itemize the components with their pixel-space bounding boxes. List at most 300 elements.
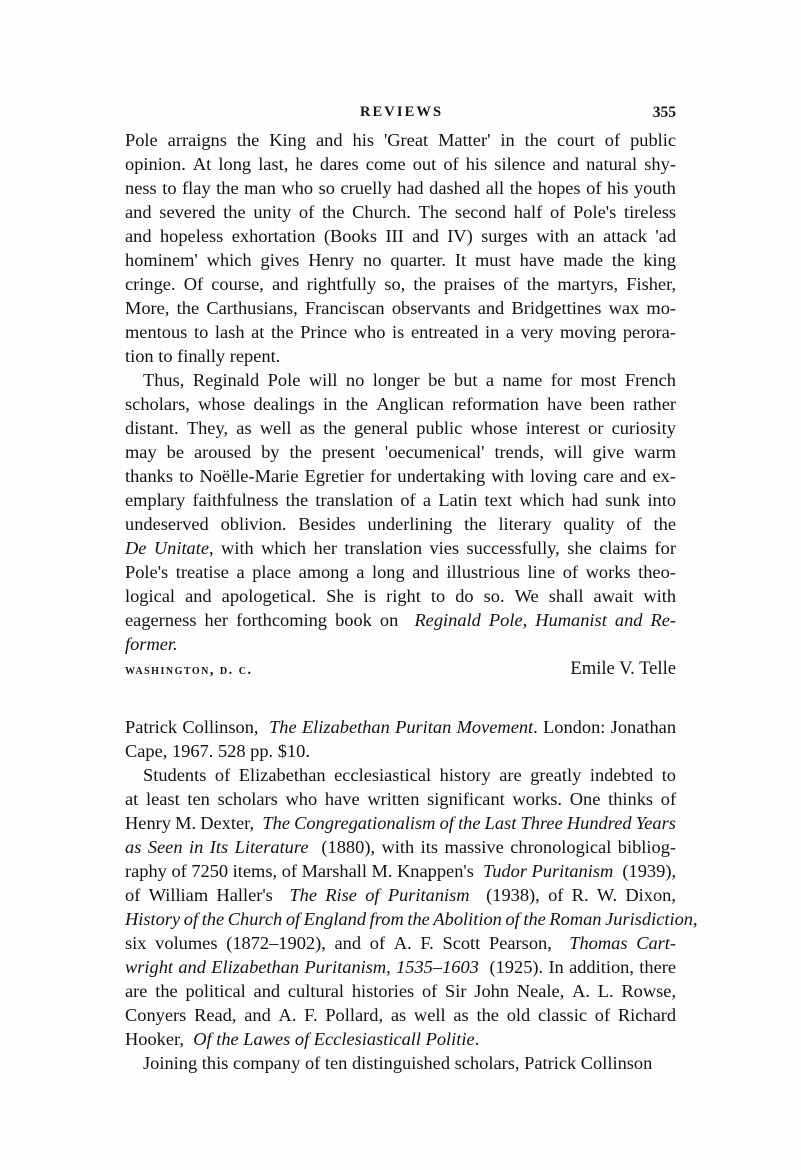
text-run: One: [569, 789, 601, 809]
text-line: [125, 1029, 676, 1053]
text-run: F.: [420, 933, 434, 953]
text-run: interest: [525, 418, 580, 438]
text-line: [125, 813, 676, 837]
text-run: repent.: [229, 346, 281, 366]
text-run: Sir: [445, 981, 467, 1001]
text-run: Elizabethan: [238, 765, 326, 785]
text-run: course,: [211, 274, 264, 294]
text-run: ex-: [652, 466, 676, 486]
text-run: who: [281, 178, 314, 198]
text-run: Collinson,: [182, 717, 259, 737]
text-line: [125, 765, 676, 789]
text-run: A.: [393, 933, 412, 953]
italic-title-run: Hundred: [566, 813, 632, 833]
italic-title-run: Ecclesiasticall: [313, 1029, 422, 1049]
text-run: well: [413, 1005, 446, 1025]
text-run: Cape,: [125, 741, 168, 761]
text-run: 1967.: [171, 741, 214, 761]
text-run: among: [298, 562, 349, 582]
italic-title-run: and: [614, 610, 643, 630]
text-run: hopes: [537, 178, 581, 198]
text-run: and: [253, 981, 281, 1001]
italic-title-run: the: [458, 813, 481, 833]
text-run: logical: [125, 586, 176, 606]
text-run: with: [221, 538, 254, 558]
text-run: and: [412, 562, 439, 582]
text-run: Carthusians,: [206, 298, 298, 318]
text-run: translation: [344, 538, 423, 558]
text-run: tion: [125, 346, 154, 366]
text-run: well: [259, 418, 292, 438]
text-run: the: [653, 514, 676, 534]
text-line: [125, 1053, 676, 1077]
text-run: of: [369, 933, 386, 953]
text-line: [125, 130, 676, 154]
text-run: the: [236, 130, 260, 150]
text-run: apologetical.: [221, 586, 317, 606]
italic-title-run: Jurisdiction: [605, 909, 693, 929]
text-run: London:: [543, 717, 606, 737]
text-run: general: [353, 418, 409, 438]
text-run: At: [192, 154, 212, 174]
text-run: public: [630, 130, 677, 150]
text-run: Hooker,: [125, 1029, 185, 1049]
text-line: [125, 717, 676, 741]
text-run: least: [145, 789, 180, 809]
text-run: Pearson,: [488, 933, 552, 953]
text-run: significant: [427, 789, 505, 809]
italic-title-run: as: [125, 837, 142, 857]
text-run: and: [125, 202, 152, 222]
text-run: thanks: [125, 466, 174, 486]
text-run: Egretier: [304, 466, 364, 486]
text-run: text: [484, 490, 513, 510]
italic-title-run: of: [365, 885, 380, 905]
text-run: which: [206, 250, 252, 270]
text-run: the: [216, 178, 239, 198]
text-run: the: [345, 394, 369, 414]
italic-title-run: Last: [484, 813, 517, 833]
text-run: of: [400, 490, 416, 510]
text-run: name: [502, 370, 543, 390]
text-run: for: [369, 466, 392, 486]
italic-title-run: former.: [125, 634, 178, 654]
text-run: of: [562, 562, 579, 582]
text-run: undertaking: [397, 466, 486, 486]
text-run: and: [477, 298, 505, 318]
text-run: his: [465, 154, 488, 174]
text-run: claims: [599, 538, 648, 558]
text-run: youth: [633, 178, 676, 198]
text-run: will: [553, 442, 583, 462]
italic-title-run: Reginald: [414, 610, 481, 630]
text-run: It: [454, 250, 467, 270]
italic-title-run: Puritanism: [387, 885, 470, 905]
text-run: made: [563, 250, 604, 270]
text-run: a: [236, 562, 245, 582]
text-run: of: [660, 789, 677, 809]
text-run: Thus,: [143, 370, 185, 390]
text-run: have: [519, 250, 555, 270]
text-run: (1939),: [622, 861, 677, 881]
text-line: [125, 586, 676, 610]
text-run: Henry: [125, 813, 171, 833]
text-line: [125, 250, 676, 274]
text-run: ness: [125, 178, 157, 198]
text-run: and: [125, 226, 152, 246]
italic-title-run: Literature: [234, 837, 309, 857]
text-run: six: [125, 933, 147, 953]
text-run: very: [520, 322, 554, 342]
text-line: [125, 789, 676, 813]
text-run: in: [500, 130, 515, 150]
text-run: do: [455, 586, 474, 606]
italic-title-run: Unitate: [153, 538, 210, 558]
text-run: man: [244, 178, 276, 198]
text-run: reformation: [452, 394, 539, 414]
text-run: Besides: [298, 514, 356, 534]
text-run: king: [643, 250, 676, 270]
text-run: to: [162, 178, 177, 198]
text-run: dares: [319, 154, 359, 174]
review-signature: [125, 658, 676, 682]
italic-title-run: Congregationalism: [294, 813, 436, 833]
text-run: Collinson: [580, 1053, 653, 1073]
italic-title-run: Roman: [549, 909, 602, 929]
italic-title-run: from: [369, 909, 404, 929]
text-run: perora-: [622, 322, 676, 342]
text-run: of: [171, 861, 187, 881]
italic-title-run: Tudor: [483, 861, 527, 881]
italic-title-run: of: [285, 909, 301, 929]
text-run: and: [316, 130, 343, 150]
text-run: at: [125, 789, 139, 809]
text-run: William: [148, 885, 209, 905]
italic-title-run: Elizabethan: [301, 717, 390, 737]
text-run: out: [412, 154, 437, 174]
text-run: who: [285, 789, 318, 809]
text-run: are: [125, 981, 148, 1001]
text-run: flay: [182, 178, 211, 198]
text-run: been: [590, 394, 625, 414]
text-run: last,: [258, 154, 289, 174]
text-run: this: [201, 1053, 229, 1073]
text-run: cruelly: [340, 178, 392, 198]
text-run: so.: [483, 586, 505, 606]
italic-title-run: De: [125, 538, 147, 558]
italic-title-run: of: [294, 1029, 310, 1049]
text-run: ecclesiastical: [334, 765, 432, 785]
text-run: The: [418, 202, 448, 222]
text-run: In: [548, 957, 564, 977]
text-run: must: [474, 250, 511, 270]
text-run: vies: [429, 538, 460, 558]
text-run: distant.: [125, 418, 179, 438]
text-run: line: [527, 562, 556, 582]
text-run: emplary: [125, 490, 186, 510]
text-run: Joining: [143, 1053, 198, 1073]
running-head-title: REVIEWS: [359, 104, 444, 120]
text-run: cultural: [287, 981, 345, 1001]
text-run: quarter.: [390, 250, 446, 270]
italic-title-run: the: [216, 1029, 239, 1049]
text-run: She: [326, 586, 354, 606]
italic-title-run: and: [178, 957, 206, 977]
text-run: of: [503, 274, 519, 294]
text-run: indebted: [589, 765, 654, 785]
italic-title-run: Lawes: [243, 1029, 291, 1049]
text-run: (Books: [323, 226, 378, 246]
text-run: Jonathan: [610, 717, 677, 737]
text-run: quality: [563, 514, 615, 534]
text-run: which: [261, 538, 307, 558]
text-run: undeserved: [125, 514, 209, 534]
text-run: had: [397, 178, 424, 198]
text-run: scholars: [217, 789, 278, 809]
text-run: thinks: [608, 789, 654, 809]
text-run: We: [514, 586, 539, 606]
text-run: the: [223, 202, 246, 222]
text-run: forthcoming: [236, 610, 328, 630]
text-run: distinguished: [351, 1053, 451, 1073]
text-run: They,: [186, 418, 229, 438]
text-line: [125, 322, 676, 346]
text-run: she: [567, 538, 592, 558]
text-run: of: [548, 885, 564, 905]
text-run: no: [363, 250, 382, 270]
text-run: Noëlle-Marie: [199, 466, 299, 486]
text-run: R.: [571, 885, 589, 905]
text-run: opinion.: [125, 154, 186, 174]
text-run: John: [474, 981, 510, 1001]
italic-title-run: Pole,: [488, 610, 528, 630]
italic-title-run: Cart-: [636, 933, 677, 953]
text-run: (1938),: [486, 885, 540, 905]
text-line: [125, 909, 698, 933]
text-run: curiosity: [611, 418, 676, 438]
text-run: is: [392, 322, 405, 342]
text-run: whose: [470, 418, 518, 438]
text-run: dealings: [253, 394, 315, 414]
text-run: Conyers: [125, 1005, 187, 1025]
text-run: the: [464, 514, 487, 534]
text-run: Reginald: [192, 370, 260, 390]
text-run: raphy: [125, 861, 167, 881]
text-run: company: [232, 1053, 301, 1073]
text-run: faithfulness: [192, 490, 279, 510]
text-run: right: [386, 586, 421, 606]
text-line: [125, 178, 676, 202]
italic-title-run: Puritan: [395, 717, 452, 737]
text-run: exhortation: [231, 226, 316, 246]
text-run: the: [611, 250, 635, 270]
text-run: works.: [512, 789, 563, 809]
italic-title-run: Movement: [456, 717, 534, 737]
text-run: the: [524, 130, 548, 150]
text-run: silence: [494, 154, 546, 174]
text-run: dashed: [429, 178, 481, 198]
text-run: Franciscan: [304, 298, 385, 318]
text-run: on: [379, 610, 399, 630]
text-run: rightfully: [306, 274, 377, 294]
text-line: [125, 466, 676, 490]
text-run: Students: [143, 765, 207, 785]
text-run: A.: [572, 981, 590, 1001]
text-run: items,: [232, 861, 278, 881]
text-run: of: [281, 861, 298, 881]
text-run: to: [430, 586, 446, 606]
text-run: court: [557, 130, 595, 150]
text-run: Haller's: [216, 885, 273, 905]
text-run: for: [654, 538, 676, 558]
text-run: the: [323, 418, 346, 438]
text-run: had: [571, 490, 599, 510]
text-run: pp.: [250, 741, 274, 761]
text-run: of: [586, 178, 602, 198]
italic-title-run: Of: [193, 1029, 212, 1049]
text-run: with: [381, 837, 415, 857]
text-line: [125, 610, 676, 634]
text-run: .: [533, 717, 538, 737]
text-line: [125, 274, 676, 298]
text-line: [125, 562, 676, 586]
text-run: trends,: [494, 442, 544, 462]
text-run: and: [334, 933, 362, 953]
text-run: illustrious: [446, 562, 520, 582]
text-run: as: [453, 1005, 469, 1025]
text-run: addition,: [569, 957, 634, 977]
text-run: eagerness: [125, 610, 197, 630]
running-head: [125, 104, 676, 124]
text-run: King: [269, 130, 307, 150]
text-run: arraigns: [167, 130, 227, 150]
text-run: as: [236, 418, 252, 438]
text-line: [125, 370, 676, 394]
text-run: be: [428, 370, 446, 390]
text-run: 'Great: [383, 130, 429, 150]
text-run: oblivion.: [220, 514, 287, 534]
text-run: political: [185, 981, 246, 1001]
text-run: works: [585, 562, 631, 582]
text-run: finally: [177, 346, 226, 366]
text-run: greatly: [530, 765, 582, 785]
text-run: to: [158, 346, 173, 366]
text-run: ten: [187, 789, 210, 809]
text-run: (1880),: [321, 837, 376, 857]
text-run: $10.: [277, 741, 310, 761]
text-line: [125, 418, 676, 442]
text-line: [125, 933, 676, 957]
text-run: Pole's: [573, 202, 617, 222]
text-run: warm: [634, 442, 677, 462]
text-run: whose: [198, 394, 246, 414]
text-run: observants: [391, 298, 471, 318]
text-run: chronological: [510, 837, 612, 857]
text-run: an: [577, 226, 595, 246]
text-run: French: [624, 370, 676, 390]
text-run: is: [363, 586, 377, 606]
text-run: natural: [586, 154, 638, 174]
text-run: Dixon,: [625, 885, 676, 905]
text-run: all: [485, 178, 505, 198]
text-run: with: [643, 586, 677, 606]
text-run: the: [526, 274, 550, 294]
text-run: mo-: [646, 298, 677, 318]
text-run: Pole: [125, 130, 158, 150]
text-run: for: [550, 370, 573, 390]
italic-title-run: Church: [227, 909, 283, 929]
text-run: Marshall: [301, 861, 367, 881]
text-run: to: [179, 466, 194, 486]
text-run: the: [476, 1005, 499, 1025]
text-run: the: [155, 981, 178, 1001]
text-run: her: [313, 538, 337, 558]
text-run: 7250: [191, 861, 229, 881]
text-run: 'ad: [655, 226, 677, 246]
text-run: into: [647, 490, 677, 510]
italic-title-run: Rise: [325, 885, 357, 905]
text-run: translation: [315, 490, 394, 510]
text-run: place: [252, 562, 291, 582]
text-run: of: [421, 981, 438, 1001]
text-run: his: [606, 178, 629, 198]
text-run: histories: [351, 981, 415, 1001]
italic-title-run: Politie: [425, 1029, 475, 1049]
text-run: .: [474, 1029, 480, 1049]
text-run: treatise: [175, 562, 229, 582]
text-run: sunk: [605, 490, 641, 510]
text-run: M.: [371, 861, 393, 881]
text-run: and: [185, 586, 212, 606]
text-run: of: [626, 514, 642, 534]
text-run: and: [619, 466, 647, 486]
text-run: M.: [175, 813, 197, 833]
text-run: Latin: [438, 490, 478, 510]
text-run: Prince: [300, 322, 348, 342]
text-run: tireless: [623, 202, 677, 222]
text-run: as: [299, 418, 316, 438]
text-run: martyrs,: [557, 274, 619, 294]
text-run: so: [318, 178, 335, 198]
text-run: mentous: [125, 322, 188, 342]
text-run: or: [588, 418, 604, 438]
text-run: of: [443, 154, 459, 174]
signature-place: washington, d. c.: [125, 662, 253, 678]
text-line: [125, 538, 676, 562]
text-line: [125, 885, 676, 909]
text-run: care: [583, 466, 614, 486]
italic-title-run: England: [303, 909, 367, 929]
text-run: so,: [384, 274, 406, 294]
text-run: bibliog-: [617, 837, 677, 857]
text-run: may: [125, 442, 157, 462]
text-line: [125, 394, 676, 418]
text-run: long: [218, 154, 252, 174]
text-line: [125, 861, 676, 885]
text-run: of: [594, 1005, 611, 1025]
italic-title-run: of: [505, 909, 520, 929]
text-run: IV): [447, 226, 473, 246]
text-run: with: [491, 466, 524, 486]
text-run: Fisher,: [626, 274, 677, 294]
text-run: entreated: [410, 322, 479, 342]
text-run: of: [125, 885, 141, 905]
text-run: volumes: [155, 933, 218, 953]
text-run: the: [509, 178, 533, 198]
signature-author: Emile V. Telle: [570, 658, 676, 679]
text-run: (1872–1902),: [226, 933, 326, 953]
text-run: to: [661, 765, 676, 785]
